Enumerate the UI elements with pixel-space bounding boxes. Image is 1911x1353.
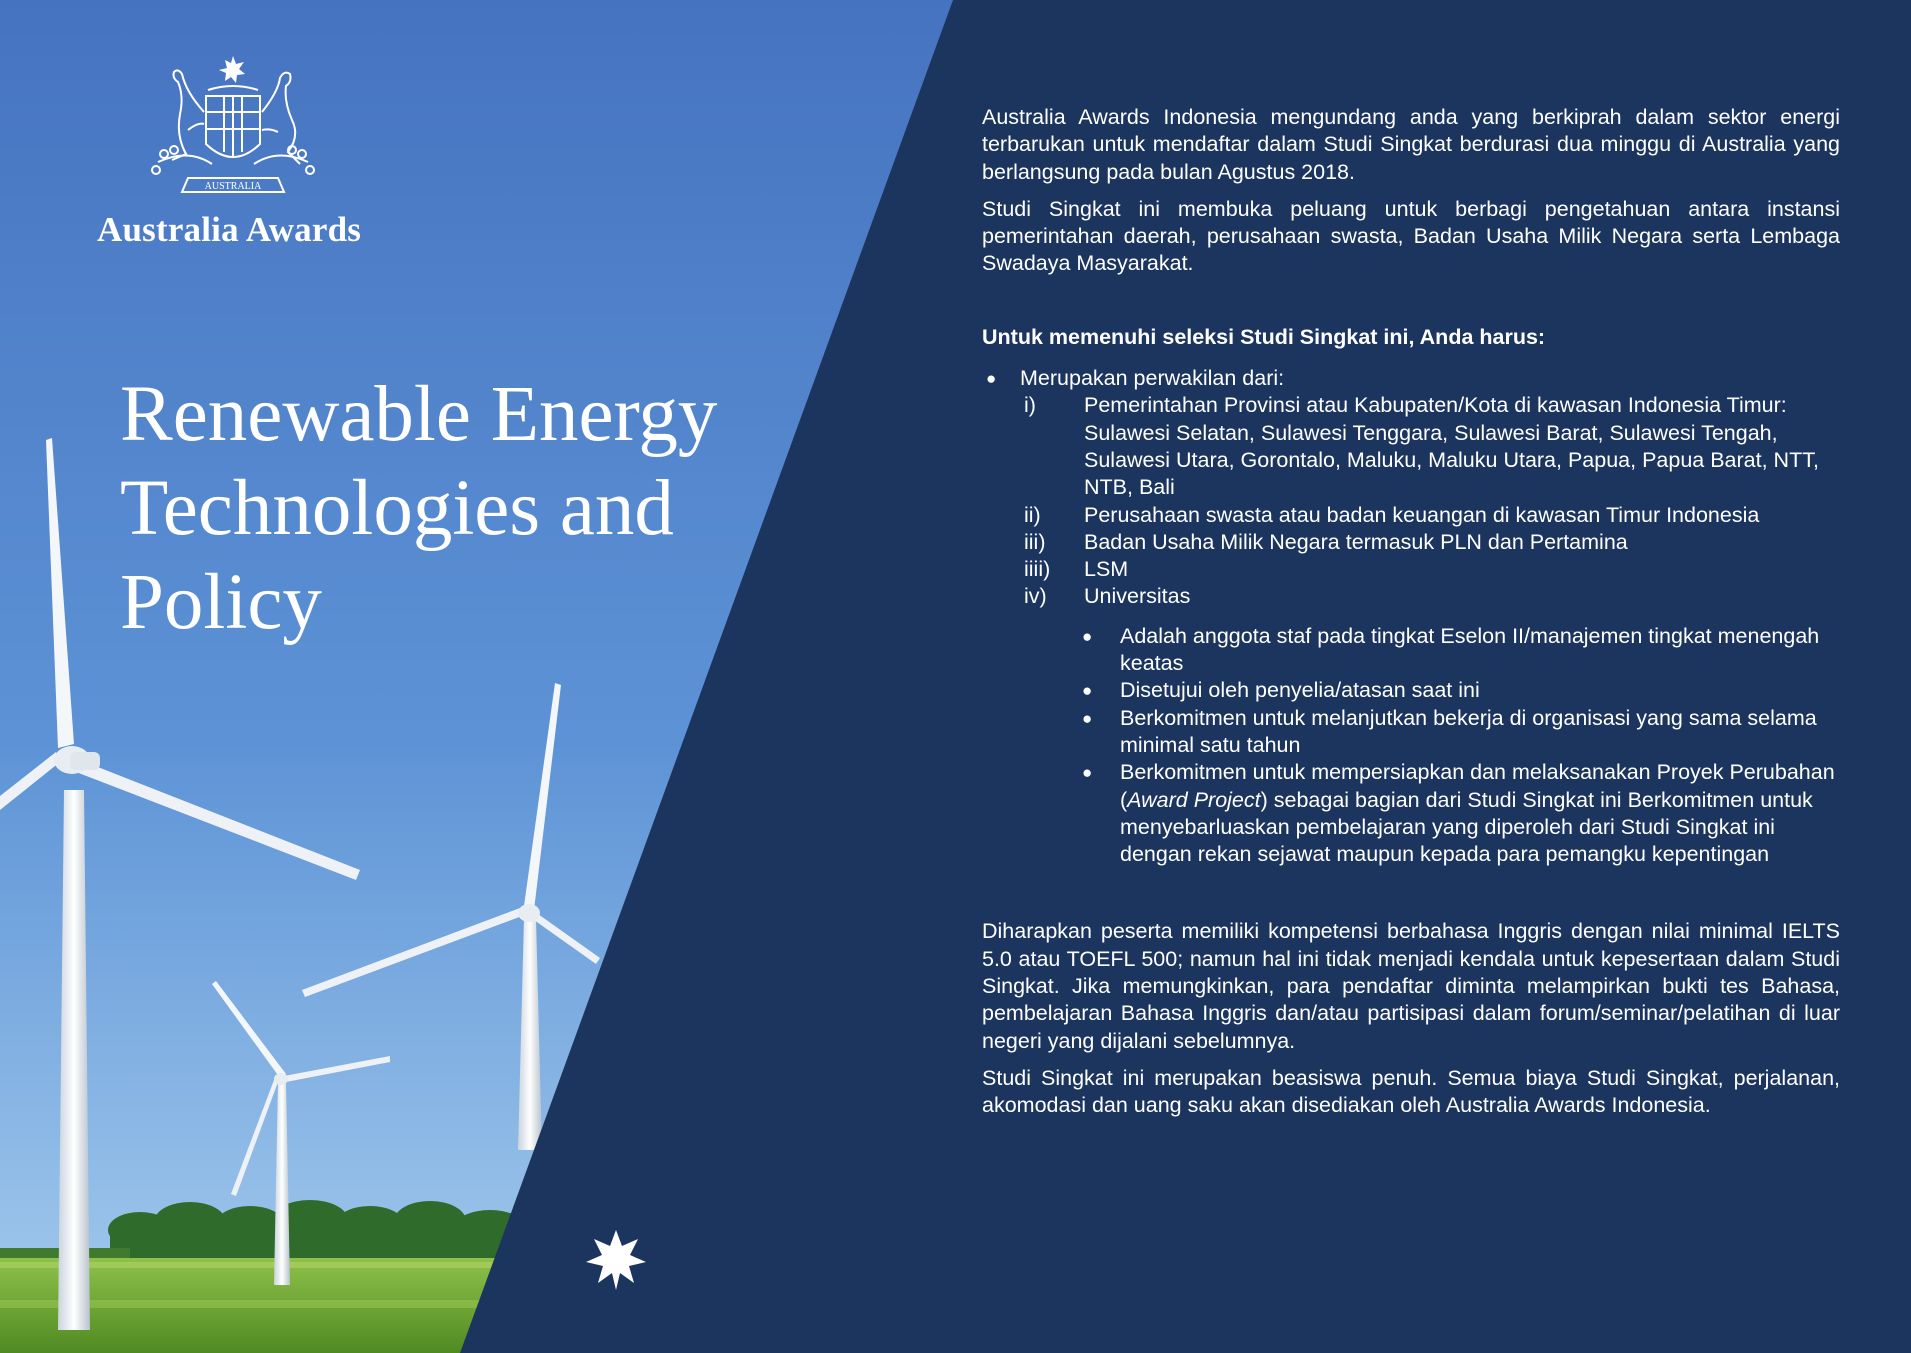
org-list-item	[982, 392, 1840, 501]
list-item-text: Merupakan perwakilan dari:	[1020, 366, 1285, 391]
list-item-text: Pemerintahan Provinsi atau Kabupaten/Kota di kawasan Indonesia Timur: Sulawesi Selatan, Sulawesi Tenggara, Sulawesi Barat, Sulawesi Tengah, Sulawesi Utara, Gorontalo, Maluku, Maluku Utara, Papua, Papua Barat, NTT, NTB, Bali	[1084, 393, 1819, 500]
list-item-text: Badan Usaha Milik Negara termasuk PLN dan Pertamina	[1084, 529, 1628, 554]
bullet-icon: ●	[1082, 763, 1093, 783]
brochure-title	[120, 368, 760, 650]
crest-scroll-text: AUSTRALIA	[204, 181, 262, 192]
list-item-text: Disetujui oleh penyelia/atasan saat ini	[1120, 678, 1480, 703]
list-item	[1082, 705, 1840, 760]
org-list-item	[982, 583, 1840, 610]
bullet-icon: ●	[986, 369, 997, 389]
org-list-item	[982, 529, 1840, 556]
coat-of-arms-logo	[128, 52, 338, 212]
intro-paragraph: Studi Singkat ini membuka peluang untuk berbagi pengetahuan antara instansi pemerintahan daerah, perusahaan swasta, Badan Usaha Milik Negara serta Lembaga Swadaya Masyarakat.	[982, 196, 1840, 276]
title-line: Technologies and	[120, 465, 674, 552]
list-number: iv)	[1024, 584, 1047, 609]
list-item-text: LSM	[1084, 557, 1129, 582]
list-item	[1082, 759, 1840, 868]
award-project-term: Award Project	[1127, 787, 1261, 812]
body-text-column	[982, 104, 1840, 1120]
bullet-icon: ●	[1082, 681, 1093, 701]
list-item-text: Universitas	[1084, 584, 1191, 609]
requirement-sub-list	[982, 623, 1840, 869]
intro-paragraph: Australia Awards Indonesia mengundang anda yang berkiprah dalam sektor energi terbarukan untuk mendaftar dalam Studi Singkat berdurasi dua minggu di Australia yang berlangsung pada bulan Agustus 2018.	[982, 105, 1840, 184]
bullet-icon: ●	[1082, 626, 1093, 646]
list-number: iiii)	[1024, 557, 1051, 582]
list-item	[1082, 677, 1840, 704]
list-item-text: Adalah anggota staf pada tingkat Eselon II/manajemen tingkat menengah keatas	[1120, 623, 1820, 676]
list-item	[982, 365, 1840, 392]
org-list-item	[982, 556, 1840, 583]
brand-name: Australia Awards	[97, 210, 362, 249]
list-item-text: Berkomitmen untuk melanjutkan bekerja di organisasi yang sama selama minimal satu tahun	[1120, 705, 1817, 757]
title-line: Renewable Energy	[120, 371, 718, 458]
bullet-icon: ●	[1082, 708, 1093, 728]
list-number: ii)	[1024, 502, 1041, 527]
list-item-text: Perusahaan swasta atau badan keuangan di kawasan Timur Indonesia	[1084, 502, 1760, 527]
list-number: i)	[1024, 393, 1036, 418]
commonwealth-star-icon	[584, 1228, 648, 1292]
org-list-item	[982, 502, 1840, 529]
closing-paragraph: Diharapkan peserta memiliki kompetensi berbahasa Inggris dengan nilai minimal IELTS 5.0 atau TOEFL 500; namun hal ini tidak menjadi kendala untuk kepesertaan dalam Studi Singkat. Jika memungkinkan, para pendaftar diminta melampirkan bukti tes Bahasa, pembelajaran Bahasa Inggris dan/atau partisipasi dalam forum/seminar/pelatihan di luar negeri yang dijalani sebelumnya.	[982, 919, 1840, 1053]
list-item-text: Berkomitmen untuk mempersiapkan dan melaksanakan Proyek Perubahan (Award Project) sebagai bagian dari Studi Singkat ini Berkomitmen untuk menyebarluaskan pembelajaran yang diperoleh dari Studi Singkat ini dengan rekan sejawat maupun kepada para pemangku kepentingan	[1120, 760, 1835, 867]
requirements-heading: Untuk memenuhi seleksi Studi Singkat ini, Anda harus:	[982, 324, 1546, 349]
list-number: iii)	[1024, 529, 1046, 554]
title-line: Policy	[120, 559, 322, 646]
closing-paragraph: Studi Singkat ini merupakan beasiswa penuh. Semua biaya Studi Singkat, perjalanan, akomodasi dan uang saku akan disediakan oleh Australia Awards Indonesia.	[982, 1065, 1840, 1118]
list-item	[1082, 623, 1840, 678]
